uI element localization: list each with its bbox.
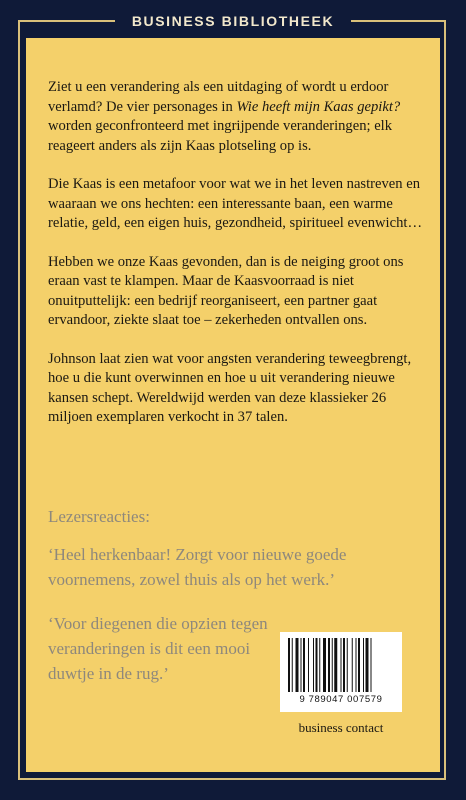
blurb-text-segment: worden geconfronteerd met ingrijpende veranderingen; elk reageert anders als zijn Kaas plotseling op is.: [48, 118, 393, 154]
blurb-paragraph-2: Die Kaas is een metafoor voor wat we in het leven nastreven en waaraan we ons hechten: een interessante baan, een warme relatie, geld, een eigen huis, gezondheid, spiritueel evenwicht…: [48, 176, 423, 231]
content-panel: [26, 38, 440, 772]
barcode-bar: [343, 638, 345, 692]
blurb-paragraph-4: Johnson laat zien wat voor angsten verandering teweegbrengt, hoe u die kunt overwinnen en hoe u uit verandering nieuwe kansen schept. Wereldwijd werden van deze klassieker 26 miljoen exemplaren verkocht in 37 talen.: [48, 350, 412, 425]
barcode: [280, 632, 402, 712]
barcode-bar: [292, 638, 293, 692]
blurb: [48, 78, 430, 447]
barcode-bar: [288, 638, 290, 692]
barcode-bar: [323, 638, 326, 692]
barcode-bar: [334, 638, 337, 692]
barcode-bars: [288, 638, 394, 692]
barcode-bar: [328, 638, 330, 692]
barcode-bar: [371, 638, 372, 692]
barcode-bar: [363, 638, 364, 692]
barcode-bar: [313, 638, 314, 692]
barcode-bar: [332, 638, 333, 692]
barcode-bar: [316, 638, 318, 692]
blurb-paragraph-3: Hebben we onze Kaas gevonden, dan is de neiging groot ons eraan vast te klampen. Maar de Kaasvoorraad is niet onuitputtelijk: een bedrijf reorganiseert, een partner gaat ervandoor, ziekte slaat toe – zekerheden ontvallen ons.: [48, 253, 404, 328]
series-label: BUSINESS BIBLIOTHEEK: [115, 6, 351, 36]
barcode-bar: [356, 638, 357, 692]
barcode-bar: [319, 638, 320, 692]
barcode-bar: [308, 638, 309, 692]
barcode-bar: [366, 638, 369, 692]
barcode-bar: [347, 638, 348, 692]
publisher-name: business contact: [298, 720, 384, 735]
barcode-bar: [358, 638, 360, 692]
review-quote-2: ‘Voor diegenen die opzien tegen veranderingen is dit een mooi duwtje in de rug.’: [48, 614, 268, 683]
isbn-number: 9 789047 007579: [299, 694, 383, 705]
barcode-bar: [296, 638, 299, 692]
review-quote-1: ‘Heel herkenbaar! Zorgt voor nieuwe goede voornemens, zowel thuis als op het werk.’: [48, 545, 347, 589]
barcode-bar: [341, 638, 342, 692]
barcode-bar: [352, 638, 353, 692]
blurb-text-segment: Ziet u een verandering als een uitdaging of wordt u erdoor verlamd? De vier personages in: [48, 79, 389, 115]
book-title-italic: Wie heeft mijn Kaas gepikt?: [236, 98, 401, 115]
blurb-paragraph-1: [48, 78, 430, 156]
barcode-bar: [303, 638, 305, 692]
barcode-bar: [301, 638, 302, 692]
reviews-header: Lezersreacties:: [48, 507, 150, 526]
